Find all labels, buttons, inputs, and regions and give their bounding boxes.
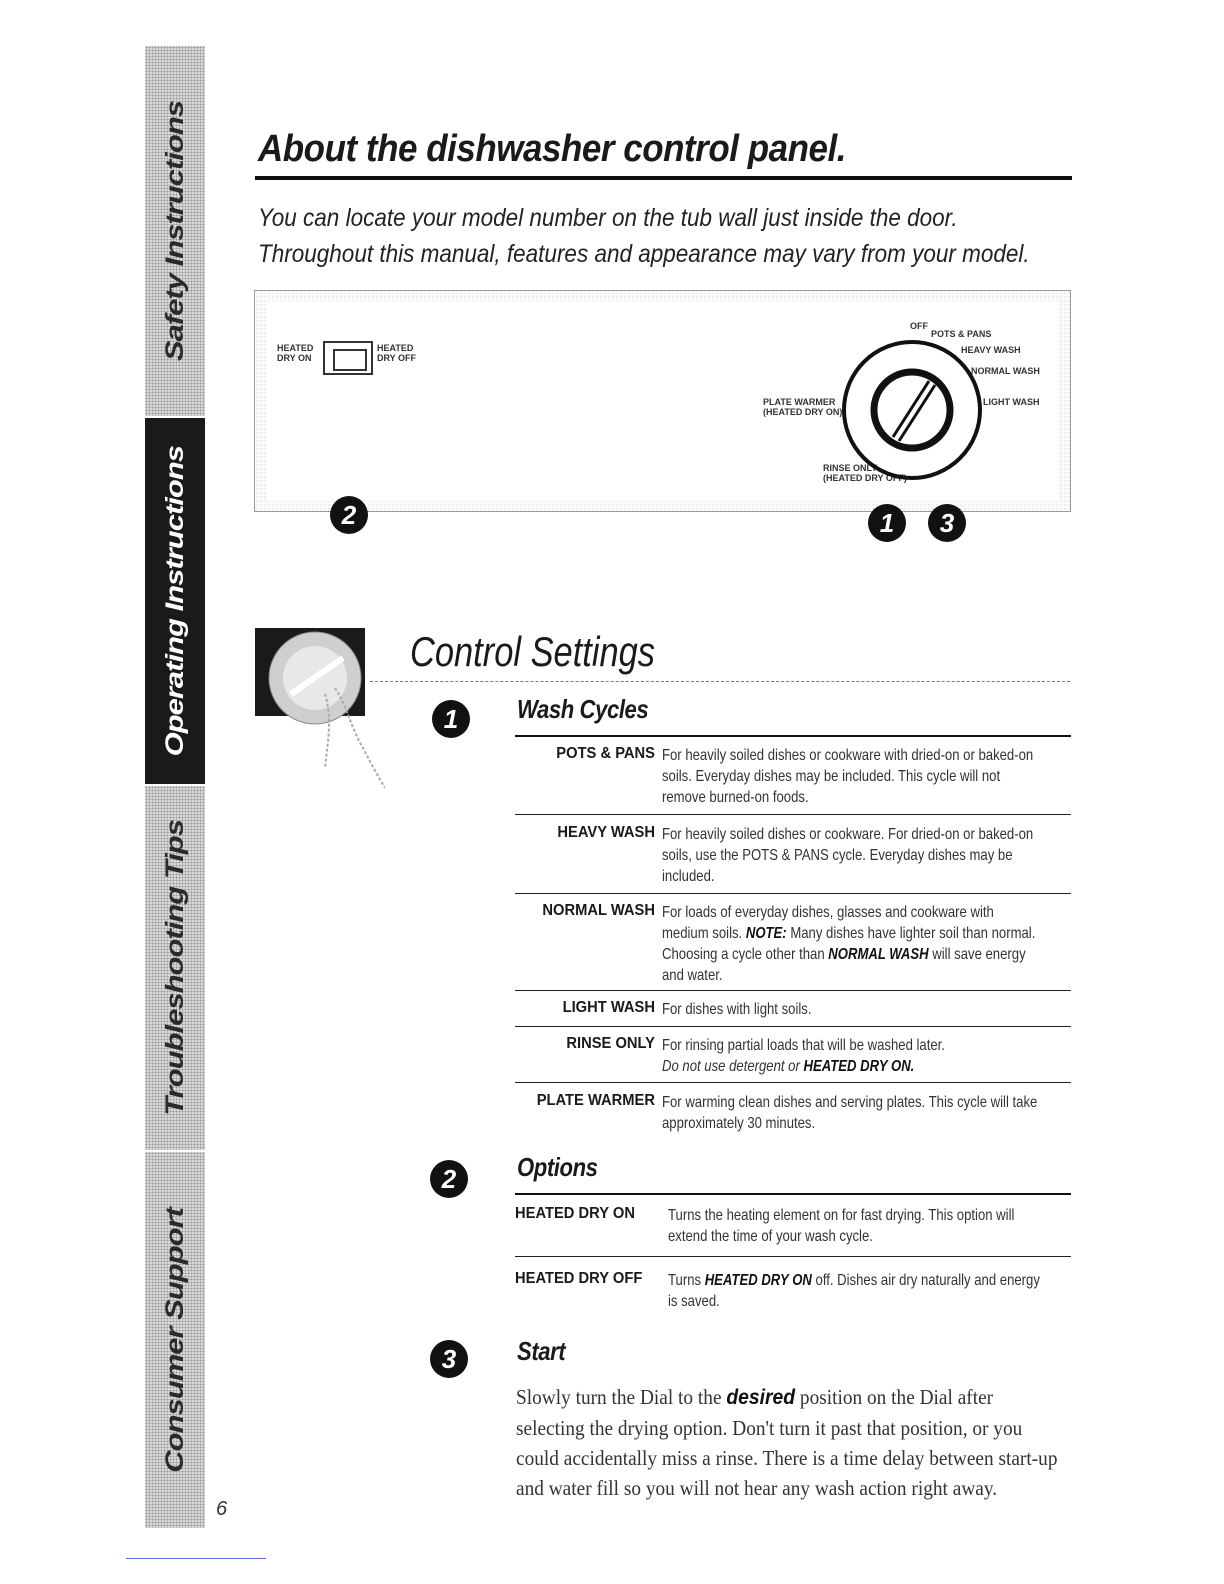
callout-3-icon: 3	[928, 504, 966, 542]
row-divider	[515, 1082, 1071, 1083]
heated-dry-switch[interactable]	[323, 341, 373, 375]
dial-label-plate-warmer: PLATE WARMER (HEATED DRY ON)	[763, 397, 843, 417]
desc-rinse-only: For rinsing partial loads that will be washed later. Do not use detergent or HEATED DRY ON.	[662, 1037, 945, 1075]
start-description: Slowly turn the Dial to the desired position on the Dial after selecting the drying option. Don't turn it past that position, or you could accidentally miss a rinse. There is a time delay between start-up and water fill so you will not hear any wash action right away.	[516, 1385, 1058, 1500]
desc-normal-wash: For loads of everyday dishes, glasses and cookware with medium soils. NOTE: Many dishes have lighter soil than normal. Choosing a cycle other than NORMAL WASH will save energy and water.	[662, 904, 1036, 984]
control-settings-title: Control Settings	[410, 628, 656, 675]
side-tab-consumer-support[interactable]	[145, 1152, 205, 1530]
side-tab-operating-instructions[interactable]	[145, 418, 205, 786]
section-divider	[515, 1193, 1071, 1195]
desc-light-wash: For dishes with light soils.	[662, 1001, 812, 1018]
dial-label-heavy-wash: HEAVY WASH	[961, 345, 1021, 355]
dial-label-normal-wash: NORMAL WASH	[971, 366, 1040, 376]
title-divider	[255, 176, 1072, 180]
cycle-dial[interactable]	[837, 335, 987, 485]
footer-rule	[126, 1558, 266, 1559]
desc-plate-warmer: For warming clean dishes and serving plates. This cycle will take approximately 30 minutes.	[662, 1094, 1038, 1132]
options-title: Options	[517, 1152, 598, 1182]
switch-label-heated-dry-off: HEATED DRY OFF	[377, 343, 417, 363]
row-divider	[515, 990, 1071, 991]
control-settings-divider	[370, 681, 1070, 682]
term-heated-dry-on: HEATED DRY ON	[515, 1205, 635, 1222]
row-divider	[515, 893, 1071, 894]
row-divider	[515, 814, 1071, 815]
side-tab-label: Safety Instructions	[160, 100, 189, 362]
term-rinse-only: RINSE ONLY	[566, 1035, 655, 1052]
term-pots-pans: POTS & PANS	[556, 745, 655, 762]
term-normal-wash: NORMAL WASH	[542, 902, 655, 919]
side-tab-label: Operating Instructions	[160, 445, 189, 757]
page-number: 6	[216, 1498, 228, 1520]
side-tab-safety-instructions[interactable]	[145, 46, 205, 418]
hand-turning-dial-icon	[255, 628, 385, 798]
switch-label-heated-dry-on: HEATED DRY ON	[277, 343, 314, 363]
dial-label-rinse-only: RINSE ONLY (HEATED DRY OFF)	[823, 463, 907, 483]
page-title: About the dishwasher control panel.	[258, 128, 846, 170]
row-divider	[515, 1256, 1071, 1257]
wash-cycles-title: Wash Cycles	[517, 694, 649, 724]
row-divider	[515, 1026, 1071, 1027]
dial-label-light-wash: LIGHT WASH	[983, 397, 1040, 407]
start-title: Start	[517, 1336, 566, 1366]
callout-1-icon: 1	[868, 504, 906, 542]
side-tab-label: Consumer Support	[160, 1207, 189, 1473]
dial-label-pots-pans: POTS & PANS	[931, 329, 992, 339]
subtitle-line: Throughout this manual, features and appearance may vary from your model.	[258, 240, 1030, 268]
term-plate-warmer: PLATE WARMER	[536, 1092, 655, 1109]
page-subtitle	[258, 200, 1030, 272]
section-2-icon: 2	[430, 1160, 468, 1198]
term-light-wash: LIGHT WASH	[562, 999, 655, 1016]
section-3-icon: 3	[430, 1340, 468, 1378]
term-heavy-wash: HEAVY WASH	[557, 824, 655, 841]
desc-heated-dry-on: Turns the heating element on for fast drying. This option will extend the time of your wash cycle.	[668, 1207, 1015, 1245]
desc-pots-pans: For heavily soiled dishes or cookware with dried-on or baked-on soils. Everyday dishes may be included. This cycle will not remove burned-on foods.	[662, 747, 1034, 806]
section-divider	[515, 735, 1071, 737]
desc-heavy-wash: For heavily soiled dishes or cookware. For dried-on or baked-on soils, use the POTS & PANS cycle. Everyday dishes may be included.	[662, 826, 1034, 885]
subtitle-line: You can locate your model number on the tub wall just inside the door.	[258, 204, 958, 232]
dial-label-off: OFF	[910, 321, 928, 331]
desc-heated-dry-off: Turns HEATED DRY ON off. Dishes air dry naturally and energy is saved.	[668, 1272, 1040, 1310]
control-panel-face	[267, 301, 1058, 501]
callout-2-icon: 2	[330, 496, 368, 534]
term-heated-dry-off: HEATED DRY OFF	[515, 1270, 643, 1287]
section-1-icon: 1	[432, 700, 470, 738]
control-panel-illustration	[254, 290, 1071, 512]
side-tab-troubleshooting-tips[interactable]	[145, 786, 205, 1152]
side-tab-label: Troubleshooting Tips	[160, 820, 189, 1116]
